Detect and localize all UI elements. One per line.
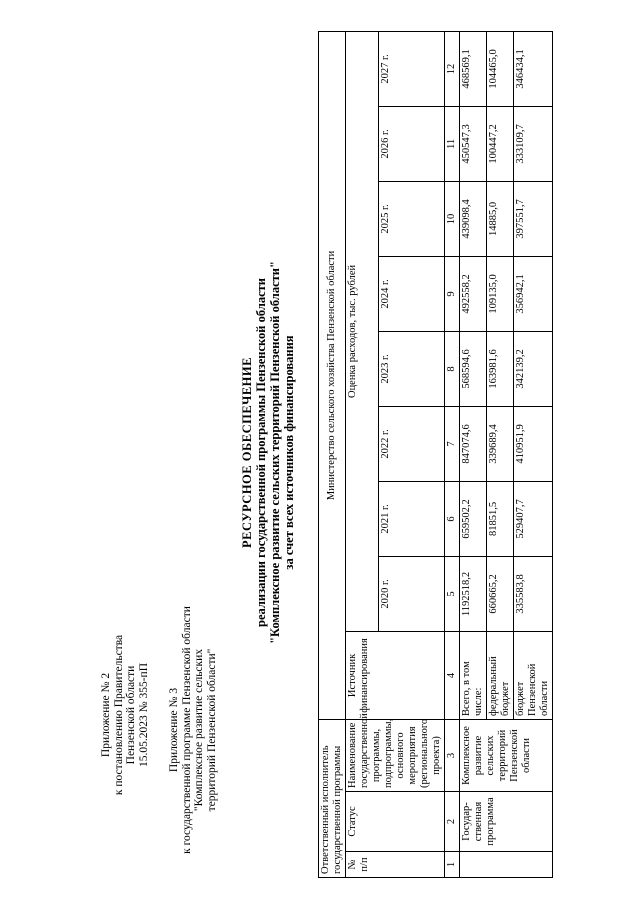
table-cell: 410951,9 xyxy=(514,406,553,481)
appendix-1-line-4: 15.05.2023 № 355-пП xyxy=(137,663,150,768)
column-number: 4 xyxy=(445,631,460,719)
heading-line-4: за счет всех источников финансирования xyxy=(282,335,296,570)
table-cell: 397551,7 xyxy=(514,181,553,256)
header-year: 2024 г. xyxy=(379,256,445,331)
header-year: 2026 г. xyxy=(379,106,445,181)
header-year: 2020 г. xyxy=(379,556,445,631)
table-row xyxy=(460,31,487,877)
heading-line-3: "Комплексное развитие сельских территорий Пензенской области" xyxy=(268,261,282,644)
column-number: 6 xyxy=(445,481,460,556)
row-source: федеральный бюджет xyxy=(487,631,514,719)
table-cell: 356942,1 xyxy=(514,256,553,331)
row-status: Государ-ственная программа xyxy=(460,792,553,852)
heading-title: РЕСУРСНОЕ ОБЕСПЕЧЕНИЕ xyxy=(240,357,254,548)
table-cell: 529407,7 xyxy=(514,481,553,556)
table-cell: 439098,4 xyxy=(460,181,487,256)
column-number: 12 xyxy=(445,31,460,106)
table-cell: 104465,0 xyxy=(487,31,514,106)
table-cell: 492558,2 xyxy=(460,256,487,331)
column-number: 8 xyxy=(445,331,460,406)
table-cell: 847074,6 xyxy=(460,406,487,481)
row-program-name: Комплексное развитие сельских территорий Пензенской области xyxy=(460,719,553,791)
header-year: 2021 г. xyxy=(379,481,445,556)
table-cell: 660665,2 xyxy=(487,556,514,631)
appendix-1-line-1: Приложение № 2 xyxy=(100,672,112,758)
appendix-1-line-3: Пензенской области xyxy=(125,665,137,765)
document-heading xyxy=(240,0,296,905)
appendix-2-line-2: к государственной программе Пензенской области xyxy=(180,606,193,854)
heading-line-2: реализации государственной программы Пензенской области xyxy=(254,278,268,627)
table-cell: 14885,0 xyxy=(487,181,514,256)
table-cell: 659502,2 xyxy=(460,481,487,556)
column-number: 1 xyxy=(445,852,460,878)
header-year: 2022 г. xyxy=(379,406,445,481)
table-cell: 468569,1 xyxy=(460,31,487,106)
resource-table xyxy=(318,31,553,878)
table-cell: 333109,7 xyxy=(514,106,553,181)
table-cell: 1192518,2 xyxy=(460,556,487,631)
column-number: 3 xyxy=(445,719,460,791)
table-cell: 450547,3 xyxy=(460,106,487,181)
table-cell: 81851,5 xyxy=(487,481,514,556)
row-source: Всего, в том числе: xyxy=(460,631,487,719)
table-cell: 109135,0 xyxy=(487,256,514,331)
table-cell: 568594,6 xyxy=(460,331,487,406)
table-cell: 335583,8 xyxy=(514,556,553,631)
column-number: 5 xyxy=(445,556,460,631)
header-name: Наименование государственной программы, подпрограммы, основного мероприятия (регионального проекта) xyxy=(346,719,445,791)
appendix-2-line-3: "Комплексное развитие сельских xyxy=(193,648,205,812)
appendix-2-line-4: территорий Пензенской области" xyxy=(205,648,218,812)
column-number: 10 xyxy=(445,181,460,256)
header-year: 2027 г. xyxy=(379,31,445,106)
column-number: 2 xyxy=(445,792,460,852)
header-num: № п/п xyxy=(346,852,445,878)
header-executor: Ответственный исполнитель государственной программы xyxy=(319,719,346,877)
row-number xyxy=(460,852,553,878)
header-ministry: Министерство сельского хозяйства Пензенской области xyxy=(319,31,346,719)
column-number: 9 xyxy=(445,256,460,331)
table-row xyxy=(319,31,346,877)
row-source: бюджет Пензенской области xyxy=(514,631,553,719)
table-cell: 339689,4 xyxy=(487,406,514,481)
table-row xyxy=(346,31,379,877)
header-year: 2023 г. xyxy=(379,331,445,406)
appendix-header-2 xyxy=(168,600,218,860)
header-year: 2025 г. xyxy=(379,181,445,256)
table-cell: 346434,1 xyxy=(514,31,553,106)
appendix-1-line-2: к постановлению Правительства xyxy=(112,634,125,796)
header-estimate: Оценка расходов, тыс. рублей xyxy=(346,31,379,631)
table-cell: 100447,2 xyxy=(487,106,514,181)
table-row xyxy=(445,31,460,877)
table-cell: 342139,2 xyxy=(514,331,553,406)
appendix-header-1 xyxy=(100,600,150,830)
appendix-2-line-1: Приложение № 3 xyxy=(168,687,180,773)
header-source: Источник финансирования xyxy=(346,631,445,719)
column-number: 11 xyxy=(445,106,460,181)
column-number: 7 xyxy=(445,406,460,481)
header-status: Статус xyxy=(346,792,445,852)
table-cell: 163981,6 xyxy=(487,331,514,406)
